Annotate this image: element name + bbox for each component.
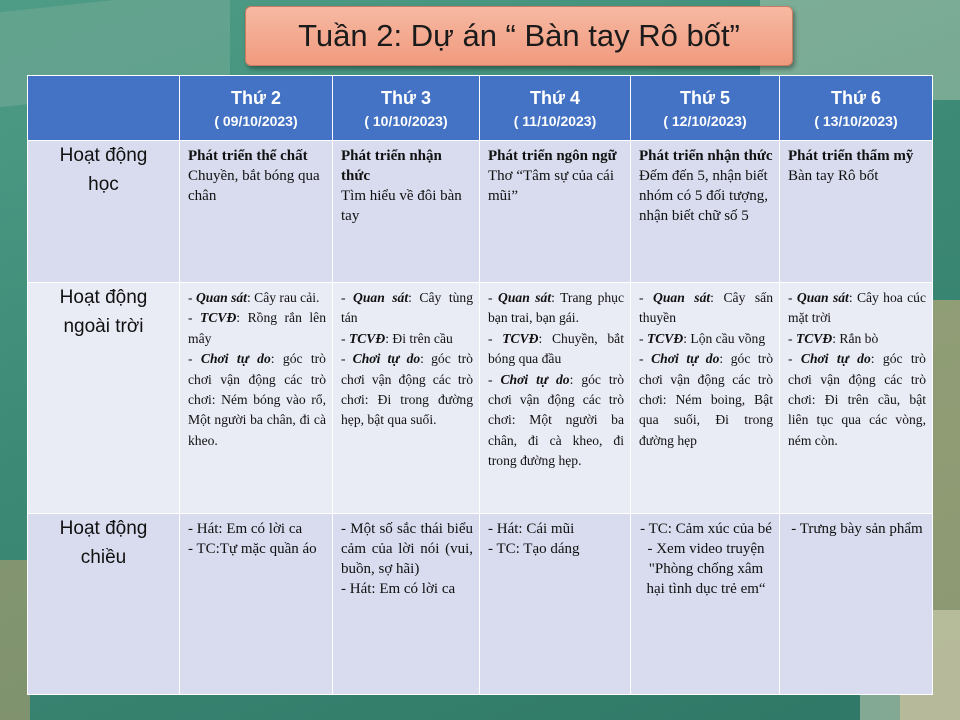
quan-sat-text: Cây tùng tán: [341, 290, 473, 326]
activity: Đếm đến 5, nhận biết nhóm có 5 đối tượng, nhận biết chữ số 5: [639, 168, 768, 224]
subject: Phát triển nhận thức: [639, 148, 773, 164]
day-name: Thứ 2: [230, 88, 282, 108]
row-label-line: Hoạt động: [59, 287, 148, 308]
subject: Phát triển thẩm mỹ: [788, 148, 914, 164]
table-cell: [333, 141, 480, 283]
table-cell: - Quan sát: Cây rau cải. - TCVĐ: Rồng rắn lên mây - Chơi tự do: góc trò chơi vận động các trò chơi: Ném bóng vào rổ, Một người ba chân, đi cà kheo.: [180, 283, 333, 514]
tcvd-text: Rồng rắn lên mây: [188, 310, 326, 346]
label-choi-tu-do: Chơi tự do: [500, 371, 570, 387]
table-row: [28, 283, 933, 514]
table-cell: - Quan sát: Cây tùng tán - TCVĐ: Đi trên cầu - Chơi tự do: góc trò chơi vận động các trò chơi: Đi trong đường hẹp, bật qua suối.: [333, 283, 480, 514]
afternoon-item: - Hát: Em có lời ca: [188, 521, 303, 537]
day-date: ( 10/10/2023): [364, 113, 448, 129]
row-label-line: học: [88, 174, 119, 195]
row-label-line: Hoạt động: [59, 145, 148, 166]
day-name: Thứ 3: [380, 88, 432, 108]
table-row: [28, 141, 933, 283]
subject: Phát triển thể chất: [188, 148, 308, 164]
label-quan-sat: Quan sát: [653, 290, 711, 305]
activity: Tìm hiểu về đôi bàn tay: [341, 188, 462, 224]
label-quan-sat: Quan sát: [195, 290, 247, 305]
label-tcvd: TCVĐ: [646, 330, 684, 346]
tcvd-text: Rắn bò: [839, 330, 879, 346]
day-name: Thứ 5: [679, 88, 731, 108]
slide-title: Tuần 2: Dự án “ Bàn tay Rô bốt”: [298, 18, 740, 53]
day-name: Thứ 6: [830, 88, 882, 108]
quan-sat-text: Cây rau cải.: [254, 290, 320, 305]
table-cell: [631, 141, 780, 283]
label-tcvd: TCVĐ: [348, 330, 386, 346]
label-quan-sat: Quan sát: [353, 290, 409, 305]
choi-tu-do-text: góc trò chơi vận động các trò chơi: Đi trong đường hẹp, bật qua suối.: [341, 351, 473, 428]
header-day: [631, 76, 780, 141]
afternoon-item: - TC:Tự mặc quần áo: [188, 541, 317, 557]
background-decoration: [0, 560, 30, 720]
row-label: [28, 141, 180, 283]
quan-sat-text: Trang phục bạn trai, bạn gái.: [488, 290, 624, 326]
choi-tu-do-text: góc trò chơi vận động các trò chơi: Ném boing, Bật qua suối, Đi trong đường hẹp: [639, 351, 773, 448]
row-label-line: ngoài trời: [63, 316, 144, 337]
afternoon-item: - Hát: Cái mũi: [488, 521, 575, 537]
afternoon-item: - Một số sắc thái biểu cảm của lời nói (vui, buồn, sợ hãi): [341, 521, 473, 577]
afternoon-item: - Hát: Em có lời ca: [341, 581, 456, 597]
subject: Phát triển ngôn ngữ: [488, 148, 617, 164]
activity: Chuyền, bắt bóng qua chân: [188, 168, 320, 204]
label-quan-sat: Quan sát: [796, 290, 849, 305]
tcvd-text: Lộn cầu vồng: [690, 330, 766, 346]
label-choi-tu-do: Chơi tự do: [651, 351, 720, 367]
table-cell: [780, 514, 933, 695]
afternoon-item: - Xem video truyện: [647, 541, 765, 557]
table-cell: [480, 141, 631, 283]
table-cell: [631, 514, 780, 695]
day-date: ( 11/10/2023): [513, 113, 597, 129]
tcvd-text: Chuyền, bắt bóng qua đầu: [488, 330, 624, 367]
header-day: [180, 76, 333, 141]
label-tcvd: TCVĐ: [200, 310, 237, 326]
choi-tu-do-text: góc trò chơi vận động các trò chơi: Ném bóng vào rổ, Một người ba chân, đi cà kheo.: [188, 351, 326, 448]
label-choi-tu-do: Chơi tự do: [200, 351, 271, 367]
afternoon-item: "Phòng chống xâm hại tình dục trẻ em“: [646, 561, 766, 597]
day-name: Thứ 4: [529, 88, 581, 108]
header-day: [780, 76, 933, 141]
day-date: ( 13/10/2023): [814, 113, 898, 129]
header-day: [480, 76, 631, 141]
choi-tu-do-text: góc trò chơi vận động các trò chơi: Đi trên cầu, bật liên tục qua các vòng, ném còn.: [788, 351, 926, 448]
table-header-row: [28, 76, 933, 141]
tcvd-text: Đi trên cầu: [392, 330, 453, 346]
header-corner-cell: [28, 76, 180, 141]
table-cell: [780, 141, 933, 283]
quan-sat-text: Cây sấn thuyền: [639, 290, 773, 326]
quan-sat-text: Cây hoa cúc mặt trời: [788, 290, 926, 326]
afternoon-item: - Trưng bày sản phẩm: [791, 521, 923, 537]
slide-title-box: [245, 6, 793, 66]
activity: Thơ “Tâm sự của cái mũi”: [488, 168, 615, 204]
label-quan-sat: Quan sát: [498, 290, 552, 305]
table-cell: [180, 514, 333, 695]
label-tcvd: TCVĐ: [795, 330, 833, 346]
table-row: [28, 514, 933, 695]
subject: Phát triển nhận thức: [341, 148, 442, 184]
row-label-line: Hoạt động: [59, 518, 148, 539]
weekly-plan-table: [27, 75, 933, 695]
choi-tu-do-text: góc trò chơi vận động các trò chơi: Một người ba chân, đi cà kheo, đi trong đường hẹp.: [488, 371, 624, 469]
row-label: [28, 514, 180, 695]
table-cell: [180, 141, 333, 283]
day-date: ( 12/10/2023): [663, 113, 747, 129]
table-cell: - Quan sát: Cây sấn thuyền - TCVĐ: Lộn cầu vồng - Chơi tự do: góc trò chơi vận động các trò chơi: Ném boing, Bật qua suối, Đi trong đường hẹp: [631, 283, 780, 514]
table-cell: [480, 514, 631, 695]
activity: Bàn tay Rô bốt: [788, 168, 879, 184]
afternoon-item: - TC: Tạo dáng: [488, 541, 580, 557]
label-tcvd: TCVĐ: [502, 330, 539, 346]
table-cell: - Quan sát: Cây hoa cúc mặt trời - TCVĐ: Rắn bò - Chơi tự do: góc trò chơi vận động các trò chơi: Đi trên cầu, bật liên tục qua các vòng, ném còn.: [780, 283, 933, 514]
day-date: ( 09/10/2023): [214, 113, 298, 129]
label-choi-tu-do: Chơi tự do: [800, 351, 871, 367]
afternoon-item: - TC: Cảm xúc của bé: [640, 521, 772, 537]
row-label: [28, 283, 180, 514]
table-cell: [333, 514, 480, 695]
table-cell: - Quan sát: Trang phục bạn trai, bạn gái. - TCVĐ: Chuyền, bắt bóng qua đầu - Chơi tự do: góc trò chơi vận động các trò chơi: Một người ba chân, đi cà kheo, đi trong đường hẹp.: [480, 283, 631, 514]
label-choi-tu-do: Chơi tự do: [352, 351, 421, 367]
header-day: [333, 76, 480, 141]
row-label-line: chiều: [80, 547, 127, 568]
